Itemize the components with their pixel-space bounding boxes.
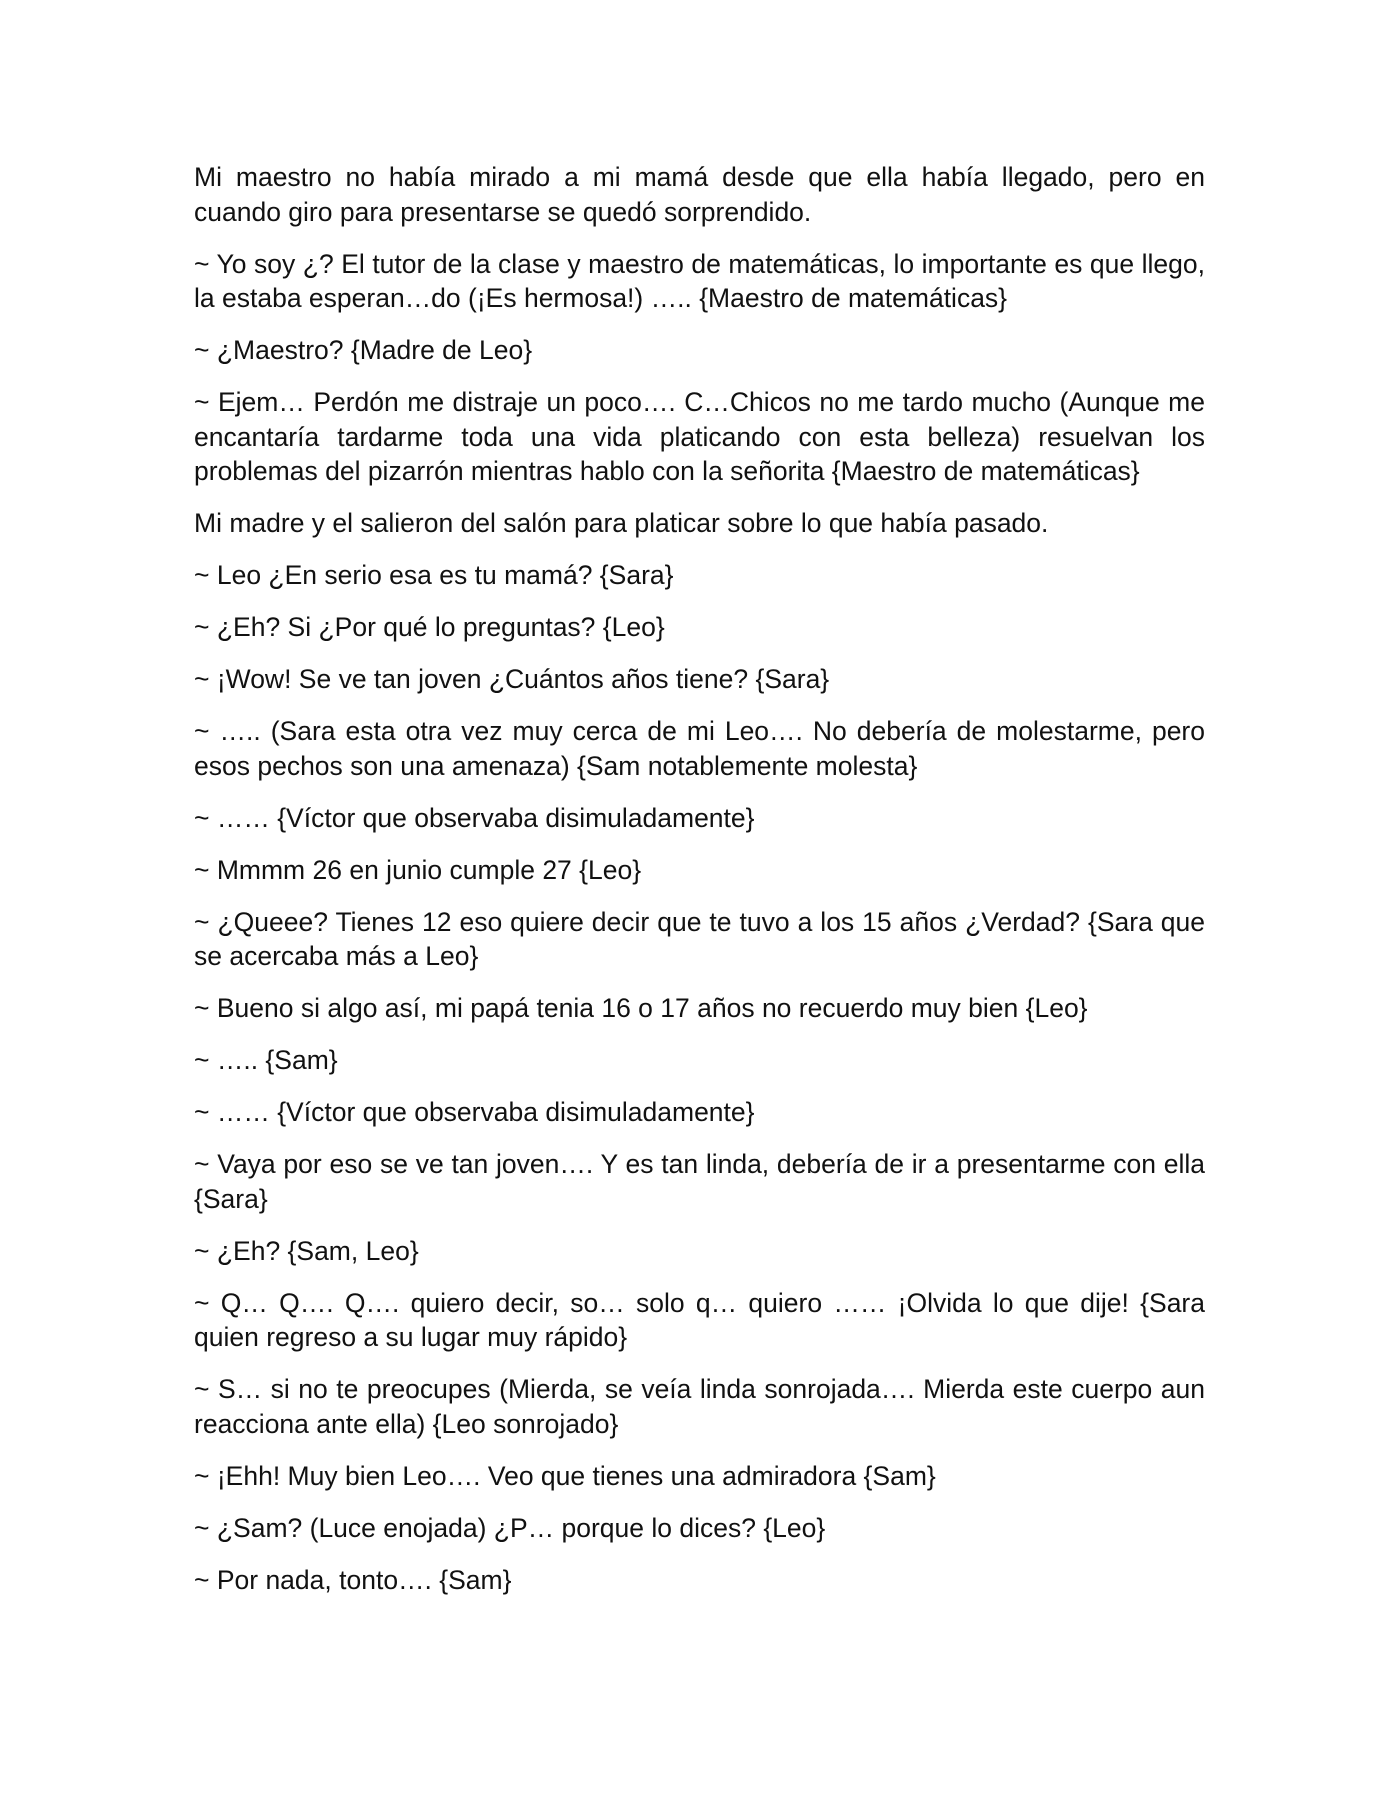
dialogue-line: ~ ….. {Sam} [194, 1045, 338, 1075]
dialogue-line: ~ ¡Wow! Se ve tan joven ¿Cuántos años tiene? {Sara} [194, 664, 830, 694]
dialogue-line: ~ Vaya por eso se ve tan joven…. Y es tan linda, debería de ir a presentarme con ella {Sara} [194, 1149, 1205, 1214]
dialogue-line: ~ Leo ¿En serio esa es tu mamá? {Sara} [194, 560, 674, 590]
dialogue-line: ~ S… si no te preocupes (Mierda, se veía linda sonrojada…. Mierda este cuerpo aun reacciona ante ella) {Leo sonrojado} [194, 1374, 1205, 1439]
narration-paragraph: Mi madre y el salieron del salón para platicar sobre lo que había pasado. [194, 508, 1049, 538]
dialogue-line: ~ Yo soy ¿? El tutor de la clase y maestro de matemáticas, lo importante es que llego, la estaba esperan…do (¡Es hermosa!) ….. {Maestro de matemáticas} [194, 248, 1205, 313]
dialogue-line: ~ ¿Eh? {Sam, Leo} [194, 1235, 419, 1266]
dialogue-line: ~ Q… Q…. Q…. quiero decir, so… solo q… quiero …… ¡Olvida lo que dije! {Sara quien regreso a su lugar muy rápido} [194, 1287, 1205, 1352]
narration-paragraph: Mi maestro no había mirado a mi mamá desde que ella había llegado, pero en cuando giro para presentarse se quedó sorprendido. [194, 162, 1205, 227]
dialogue-line: ~ Ejem… Perdón me distraje un poco…. C…Chicos no me tardo mucho (Aunque me encantaría tardarme toda una vida platicando con esta belleza) resuelvan los problemas del pizarrón mientras hablo con la señorita {Maestro de matemáticas} [194, 387, 1205, 486]
dialogue-line: ~ Por nada, tonto…. {Sam} [194, 1564, 512, 1595]
dialogue-line: ~ Bueno si algo así, mi papá tenia 16 o 17 años no recuerdo muy bien {Leo} [194, 993, 1088, 1023]
dialogue-line: ~ …… {Víctor que observaba disimuladamente} [194, 1097, 755, 1127]
dialogue-line: ~ ….. (Sara esta otra vez muy cerca de mi Leo…. No debería de molestarme, pero esos pechos son una amenaza) {Sam notablemente molesta} [194, 716, 1205, 781]
dialogue-line: ~ ¿Eh? Si ¿Por qué lo preguntas? {Leo} [194, 612, 665, 642]
dialogue-line: ~ ¡Ehh! Muy bien Leo…. Veo que tienes una admiradora {Sam} [194, 1460, 936, 1491]
dialogue-line: ~ Mmmm 26 en junio cumple 27 {Leo} [194, 854, 642, 885]
dialogue-line: ~ ¿Maestro? {Madre de Leo} [194, 335, 533, 365]
dialogue-line: ~ …… {Víctor que observaba disimuladamente} [194, 802, 755, 833]
document-page [194, 160, 1205, 1615]
dialogue-line: ~ ¿Sam? (Luce enojada) ¿P… porque lo dices? {Leo} [194, 1512, 826, 1543]
dialogue-line: ~ ¿Queee? Tienes 12 eso quiere decir que te tuvo a los 15 años ¿Verdad? {Sara que se acercaba más a Leo} [194, 906, 1205, 971]
